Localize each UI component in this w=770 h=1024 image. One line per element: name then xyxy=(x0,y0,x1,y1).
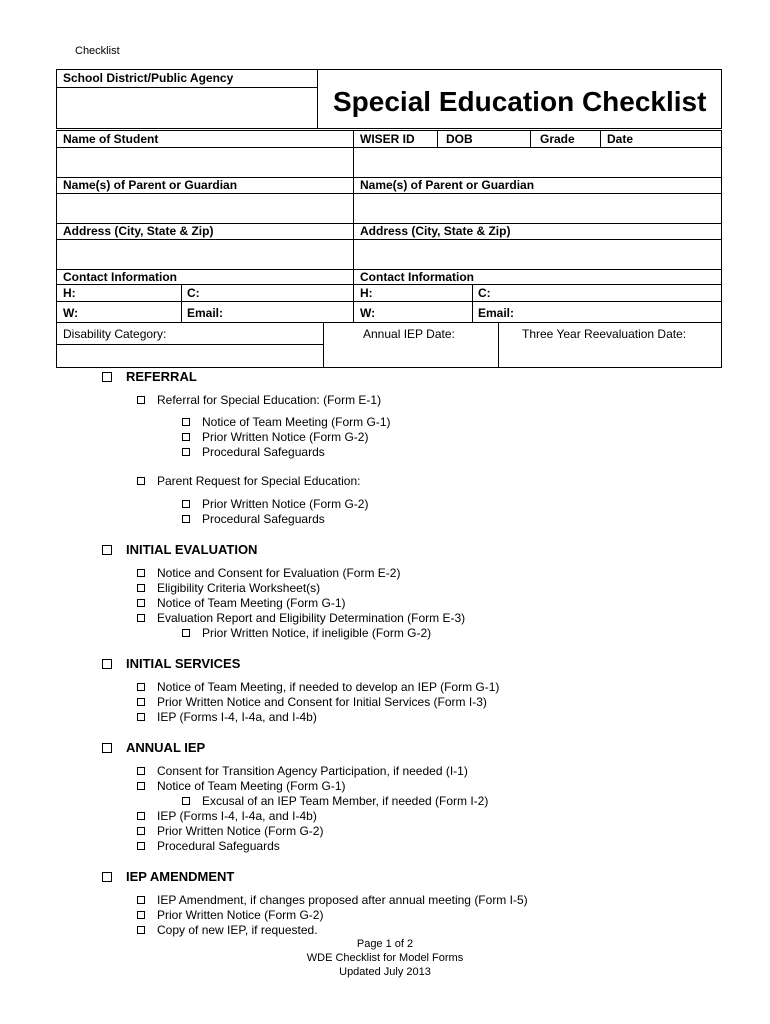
section-initial-evaluation: INITIAL EVALUATION xyxy=(102,542,257,557)
checkbox-icon[interactable] xyxy=(137,827,145,835)
list-item: Evaluation Report and Eligibility Determination (Form E-3) xyxy=(137,611,465,626)
list-item: Notice of Team Meeting (Form G-1) xyxy=(137,596,346,611)
checkbox-icon[interactable] xyxy=(102,545,112,555)
checkbox-icon[interactable] xyxy=(182,448,190,456)
district-field[interactable] xyxy=(56,88,317,128)
address-left-label: Address (City, State & Zip) xyxy=(63,224,214,238)
list-item: Notice of Team Meeting (Form G-1) xyxy=(137,779,346,794)
home-phone-right-label: H: xyxy=(360,286,373,300)
checkbox-icon[interactable] xyxy=(182,418,190,426)
address-right-label: Address (City, State & Zip) xyxy=(360,224,511,238)
list-item: Copy of new IEP, if requested. xyxy=(137,923,318,938)
list-item: Parent Request for Special Education: xyxy=(137,474,360,489)
footer-updated: Updated July 2013 xyxy=(339,966,431,978)
contact-right-label: Contact Information xyxy=(360,270,474,284)
checkbox-icon[interactable] xyxy=(137,683,145,691)
section-iep-amendment: IEP AMENDMENT xyxy=(102,869,234,884)
footer-page-number: Page 1 of 2 xyxy=(356,938,414,950)
list-item: Eligibility Criteria Worksheet(s) xyxy=(137,581,320,596)
work-phone-right-label: W: xyxy=(360,306,376,320)
list-item: Prior Written Notice (Form G-2) xyxy=(137,908,323,923)
annual-iep-date-label: Annual IEP Date: xyxy=(363,327,455,341)
cell-phone-right-label: C: xyxy=(478,286,491,300)
parent-left-label: Name(s) of Parent or Guardian xyxy=(63,178,238,192)
checkbox-icon[interactable] xyxy=(182,500,190,508)
parent-right-field[interactable] xyxy=(354,194,721,222)
list-item: Prior Written Notice, if ineligible (Form G-2) xyxy=(182,626,431,641)
list-item: Prior Written Notice (Form G-2) xyxy=(182,430,368,445)
list-item: Notice of Team Meeting (Form G-1) xyxy=(182,415,391,430)
name-of-student-label: Name of Student xyxy=(63,132,159,146)
address-left-field[interactable] xyxy=(57,240,353,268)
checkbox-icon[interactable] xyxy=(182,433,190,441)
checkbox-icon[interactable] xyxy=(182,629,190,637)
student-id-field[interactable] xyxy=(354,148,721,176)
address-right-field[interactable] xyxy=(354,240,721,268)
disability-category-field[interactable] xyxy=(57,345,323,367)
checkbox-icon[interactable] xyxy=(137,396,145,404)
list-item: Prior Written Notice and Consent for Initial Services (Form I-3) xyxy=(137,695,487,710)
checkbox-icon[interactable] xyxy=(137,782,145,790)
grade-label: Grade xyxy=(540,132,575,146)
list-item: Procedural Safeguards xyxy=(137,839,280,854)
student-name-field[interactable] xyxy=(57,148,353,176)
checkbox-icon[interactable] xyxy=(137,767,145,775)
page-title: Special Education Checklist xyxy=(333,86,707,117)
home-phone-left-label: H: xyxy=(63,286,76,300)
checkbox-icon[interactable] xyxy=(182,797,190,805)
disability-category-label: Disability Category: xyxy=(63,327,167,341)
checkbox-icon[interactable] xyxy=(137,599,145,607)
email-right-label: Email: xyxy=(478,306,515,320)
checkbox-icon[interactable] xyxy=(102,659,112,669)
work-phone-left-label: W: xyxy=(63,306,79,320)
checkbox-icon[interactable] xyxy=(137,911,145,919)
list-item: IEP (Forms I-4, I-4a, and I-4b) xyxy=(137,809,317,824)
list-item: Referral for Special Education: (Form E-1) xyxy=(137,393,381,408)
list-item: Notice and Consent for Evaluation (Form E-2) xyxy=(137,566,400,581)
list-item: IEP Amendment, if changes proposed after annual meeting (Form I-5) xyxy=(137,893,528,908)
list-item: IEP (Forms I-4, I-4a, and I-4b) xyxy=(137,710,317,725)
checkbox-icon[interactable] xyxy=(137,926,145,934)
checkbox-icon[interactable] xyxy=(137,713,145,721)
checkbox-icon[interactable] xyxy=(137,812,145,820)
checkbox-icon[interactable] xyxy=(137,842,145,850)
list-item: Prior Written Notice (Form G-2) xyxy=(137,824,323,839)
checkbox-icon[interactable] xyxy=(137,614,145,622)
list-item: Procedural Safeguards xyxy=(182,512,325,527)
parent-left-field[interactable] xyxy=(57,194,353,222)
cell-phone-left-label: C: xyxy=(187,286,200,300)
section-referral: REFERRAL xyxy=(102,369,197,384)
checkbox-icon[interactable] xyxy=(102,743,112,753)
page-header: Checklist xyxy=(75,45,120,57)
dob-label: DOB xyxy=(446,132,473,146)
checkbox-icon[interactable] xyxy=(137,584,145,592)
checkbox-icon[interactable] xyxy=(102,372,112,382)
list-item: Excusal of an IEP Team Member, if needed (Form I-2) xyxy=(182,794,488,809)
district-label: School District/Public Agency xyxy=(63,71,234,85)
date-label: Date xyxy=(607,132,634,146)
list-item: Procedural Safeguards xyxy=(182,445,325,460)
list-item: Notice of Team Meeting, if needed to develop an IEP (Form G-1) xyxy=(137,680,499,695)
contact-left-label: Contact Information xyxy=(63,270,177,284)
checkbox-icon[interactable] xyxy=(102,872,112,882)
list-item: Consent for Transition Agency Participation, if needed (I-1) xyxy=(137,764,468,779)
email-left-label: Email: xyxy=(187,306,224,320)
list-item: Prior Written Notice (Form G-2) xyxy=(182,497,368,512)
parent-right-label: Name(s) of Parent or Guardian xyxy=(360,178,535,192)
checkbox-icon[interactable] xyxy=(182,515,190,523)
wiser-id-label: WISER ID xyxy=(360,132,415,146)
checkbox-icon[interactable] xyxy=(137,698,145,706)
section-annual-iep: ANNUAL IEP xyxy=(102,740,205,755)
checkbox-icon[interactable] xyxy=(137,896,145,904)
three-year-reeval-label: Three Year Reevaluation Date: xyxy=(522,327,687,341)
checkbox-icon[interactable] xyxy=(137,477,145,485)
section-initial-services: INITIAL SERVICES xyxy=(102,656,240,671)
checkbox-icon[interactable] xyxy=(137,569,145,577)
footer-form-name: WDE Checklist for Model Forms xyxy=(306,952,464,964)
